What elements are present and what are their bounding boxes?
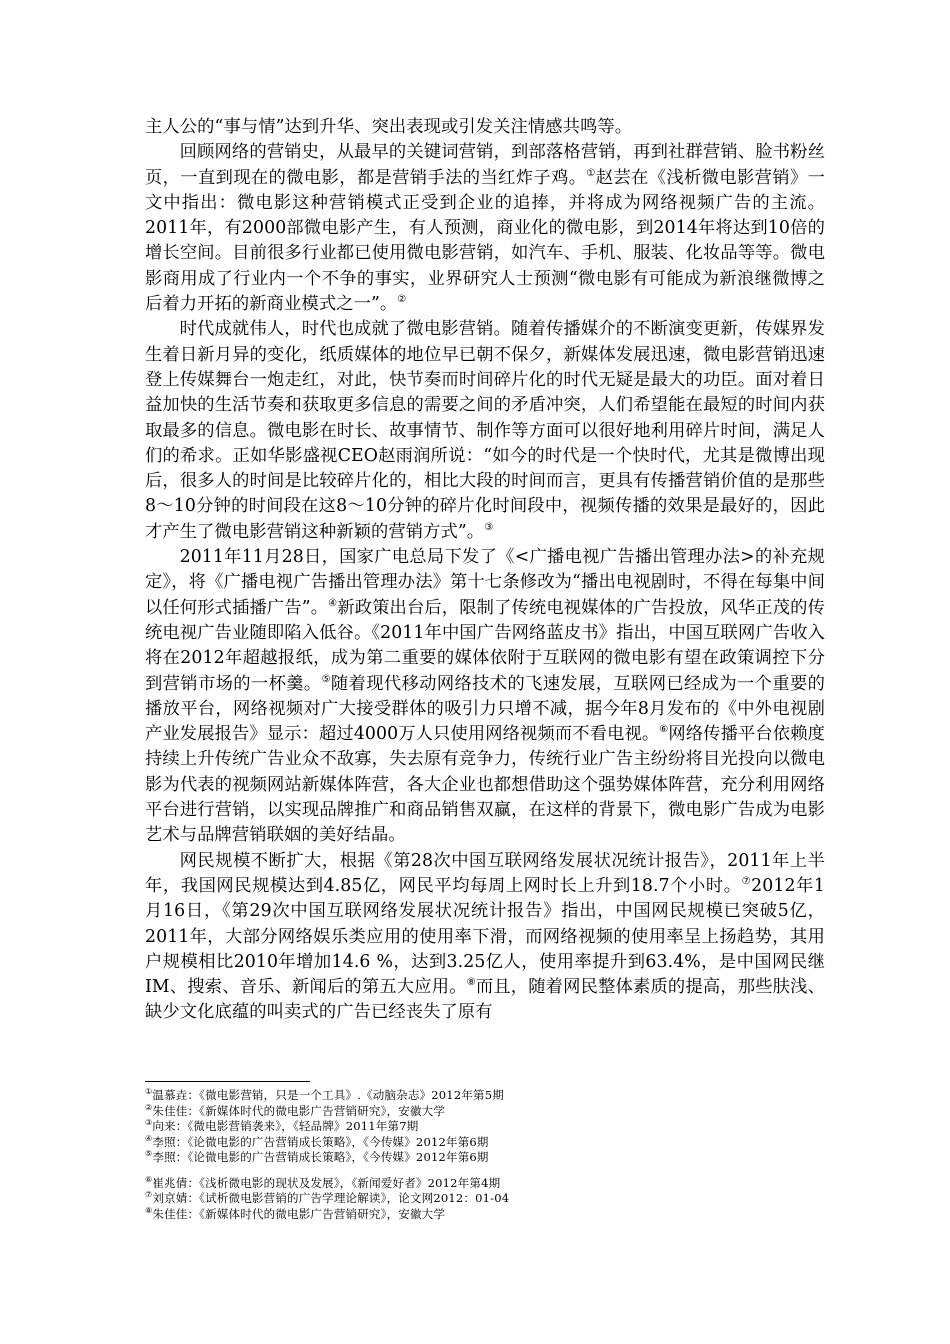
- footnote-mark: ④: [145, 1133, 153, 1143]
- paragraph-text: 2011年11月28日，国家广电总局下发了《<广播电视广告播出管理办法>的补充规定》，将《广播电视广告播出管理办法》第十七条修改为“播出电视剧时，不得在每集中间以任何形式插播广告”。: [145, 547, 825, 618]
- footnotes: [145, 1088, 825, 1222]
- paragraph: [145, 545, 825, 849]
- paragraph: [145, 849, 825, 1026]
- paragraph-text: 时代成就伟人，时代也成就了微电影营销。随着传播媒介的不断演变更新，传媒界发生着日新月异的变化，纸质媒体的地位早已朝不保夕，新媒体发展迅速，微电影营销迅速登上传媒舞台一炮走红，对此，快节奏而时间碎片化的时代无疑是最大的功臣。面对着日益加快的生活节奏和获取更多信息的需要之间的矛盾冲突，人们希望能在最短的时间内获取最多的信息。微电影在时长、故事情节、制作等方面可以很好地利用碎片时间，满足人们的希求。正如华影盛视CEO赵雨润所说：“如今的时代是一个快时代，尤其是微博出现后，很多人的时间是比较碎片化的，相比大段的时间而言，更具有传播营销价值的是那些8～10分钟的时间段在这8～10分钟的碎片化时间段中，视频传播的效果是最好的，因此才产生了微电影营销这种新颖的营销方式”。: [145, 319, 825, 542]
- footnote-reference: ⑧: [466, 977, 476, 989]
- footnote-item: [145, 1119, 825, 1135]
- body-text: [145, 115, 825, 1026]
- paragraph-text: 2012年1月16日，《第29次中国互联网络发展状况统计报告》指出，中国网民规模已突破5亿，2011年，大部分网络娱乐类应用的使用率下滑，而网络视频的使用率呈上扬趋势，其用户规模相比2010年增加14.6 %，达到3.25亿人，使用率提升到63.4%，是中国网民继IM、搜索、音乐、新闻后的第五大应用。: [145, 875, 825, 998]
- footnote-item: [145, 1191, 825, 1207]
- footnote-mark: ⑥: [145, 1174, 153, 1184]
- paragraph: [145, 115, 825, 140]
- footnote-reference: ⑤: [321, 673, 331, 685]
- footnote-text: 温慕垚：《微电影营销，只是一个工具》.《动脑杂志》2012年第5期: [152, 1088, 504, 1102]
- footnote-reference: ⑥: [659, 724, 669, 736]
- paragraph-text: 回顾网络的营销史，从最早的关键词营销，到部落格营销，再到社群营销、脸书粉丝页，一直到现在的微电影，都是营销手法的当红炸子鸡。: [145, 142, 825, 188]
- footnote-mark: ⑦: [145, 1190, 153, 1200]
- footnote-mark: ⑤: [145, 1149, 153, 1159]
- footnote-mark: ⑧: [145, 1205, 153, 1215]
- footnote-mark: ②: [145, 1102, 153, 1112]
- paragraph: [145, 140, 825, 317]
- footnote-text: 崔兆倩：《浅析微电影的现状及发展》，《新闻爱好者》2012年第4期: [152, 1175, 501, 1190]
- footnote-reference: ②: [397, 294, 407, 306]
- footnote-text: 朱佳佳：《新媒体时代的微电影广告营销研究》，安徽大学: [152, 1206, 446, 1221]
- footnote-item: [145, 1176, 825, 1192]
- paragraph-text: 新政策出台后，限制了传统电视媒体的广告投放，风华正茂的传统电视广告业随即陷入低谷。《2011年中国广告网络蓝皮书》指出，中国互联网广告收入将在2012年超越报纸，成为第二重要的媒体依附于互联网的微电影有望在政策调控下分到营销市场的一杯羹。: [145, 597, 825, 694]
- footnote-separator: [145, 1081, 310, 1082]
- footnote-item: [145, 1088, 825, 1104]
- paragraph-text: 网民规模不断扩大，根据《第28次中国互联网络发展状况统计报告》，2011年上半年，我国网民规模达到4.85亿，网民平均每周上网时长上升到18.7个小时。: [145, 850, 825, 896]
- footnote-item: [145, 1135, 825, 1151]
- footnote-text: 朱佳佳：《新媒体时代的微电影广告营销研究》，安徽大学: [152, 1103, 446, 1118]
- paragraph-text: 而且，随着网民整体素质的提高，那些肤浅、缺少文化底蕴的叫卖式的广告已经丧失了原有: [145, 977, 825, 1023]
- footnote-mark: ③: [145, 1118, 153, 1128]
- footnote-item: [145, 1150, 825, 1166]
- paragraph-text: 主人公的“事与情”达到升华、突出表现或引发关注情感共鸣等。: [145, 117, 633, 137]
- footnote-text: 李照：《论微电影的广告营销成长策略》，《今传媒》2012年第6期: [152, 1150, 489, 1164]
- footnote-mark: ①: [145, 1087, 153, 1097]
- paragraph-text: 网络传播平台依赖度持续上升传统广告业众不敌寡，失去原有竞争力，传统行业广告主纷纷将目光投向以微电影为代表的视频网站新媒体阵营，各大企业也都想借助这个强势媒体阵营，充分利用网络平台进行营销，以实现品牌推广和商品销售双赢，在这样的背景下，微电影广告成为电影艺术与品牌营销联姻的美好结晶。: [145, 724, 825, 846]
- paragraph-text: 随着现代移动网络技术的飞速发展，互联网已经成为一个重要的播放平台，网络视频对广大接受群体的吸引力只增不减，据今年8月发布的《中外电视剧产业发展报告》显示：超过4000万人只使用网络视频而不看电视。: [145, 673, 825, 745]
- footnote-reference: ①: [586, 167, 596, 179]
- footnote-reference: ③: [484, 521, 494, 533]
- footnote-text: 向来：《微电影营销袭来》，《轻品牌》2011年第7期: [152, 1119, 419, 1133]
- footnote-text: 刘京婧：《试析微电影营销的广告学理论解读》，论文网2012：01-04: [152, 1191, 510, 1205]
- footnote-reference: ⑦: [741, 876, 752, 888]
- footnote-reference: ④: [328, 597, 338, 609]
- paragraph-text: 赵芸在《浅析微电影营销》一文中指出：微电影这种营销模式正受到企业的追捧，并将成为网络视频广告的主流。2011年，有2000部微电影产生，有人预测，商业化的微电影，到2014年将达到10倍的增长空间。目前很多行业都已使用微电影营销，如汽车、手机、服装、化妆品等等。微电影商用成了行业内一个不争的事实，业界研究人士预测“微电影有可能成为新浪继微博之后着力开拓的新商业模式之一”。: [145, 167, 825, 315]
- footnote-gap: [145, 1166, 825, 1176]
- footnote-text: 李照：《论微电影的广告营销成长策略》，《今传媒》2012年第6期: [152, 1134, 489, 1149]
- paragraph: [145, 317, 825, 545]
- footnote-item: [145, 1104, 825, 1120]
- footnote-item: [145, 1207, 825, 1223]
